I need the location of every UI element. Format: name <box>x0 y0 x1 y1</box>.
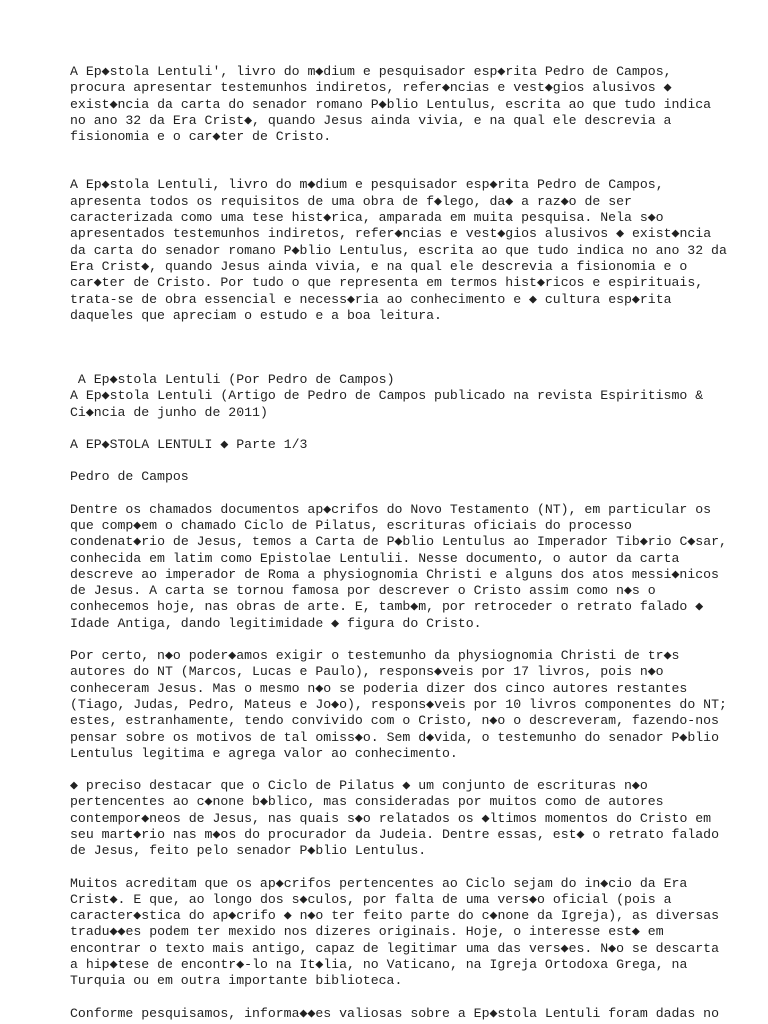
text-line: caracter◆stica do ap◆crifo ◆ n◆o ter feito parte do c◆none da Igreja), as diversas <box>70 908 720 924</box>
text-line: Era Crist◆, quando Jesus ainda vivia, e na qual ele descrevia a fisionomia e o <box>70 258 688 274</box>
text-line: exist◆ncia da carta do senador romano P◆blio Lentulus, escrita ao que tudo indica <box>70 96 712 112</box>
text-line: Por certo, n◆o poder◆amos exigir o testemunho da physiognomia Christi de tr◆s <box>70 648 680 664</box>
title-block <box>70 372 760 421</box>
text-line: fisionomia e o car◆ter de Cristo. <box>70 129 332 145</box>
text-line: A Ep◆stola Lentuli (Artigo de Pedro de Campos publicado na revista Espiritismo & <box>70 388 704 404</box>
text-line: Muitos acreditam que os ap◆crifos pertencentes ao Ciclo sejam do in◆cio da Era <box>70 875 688 891</box>
text-line: Conforme pesquisamos, informa◆◆es valiosas sobre a Ep◆stola Lentuli foram dadas no <box>70 1005 720 1021</box>
paragraph-4 <box>70 876 760 990</box>
text-line: condenat◆rio de Jesus, temos a Carta de P◆blio Lentulus ao Imperador Tib◆rio C◆sar, <box>70 534 727 550</box>
text-line: (Tiago, Judas, Pedro, Mateus e Jo◆o), respons◆veis por 10 livros componentes do NT; <box>70 696 727 712</box>
text-line: seu mart◆rio nas m◆os do procurador da Judeia. Dentre essas, est◆ o retrato falado <box>70 826 720 842</box>
paragraph-5 <box>70 1006 760 1022</box>
text-line: trata-se de obra essencial e necess◆ria ao conhecimento e ◆ cultura esp◆rita <box>70 291 672 307</box>
text-line: procura apresentar testemunhos indiretos, refer◆ncias e vest◆gios alusivos ◆ <box>70 80 672 96</box>
text-line: tradu◆◆es podem ter mexido nos dizeres originais. Hoje, o interesse est◆ em <box>70 924 664 940</box>
text-line: Lentulus legitima e agrega valor ao conhecimento. <box>70 745 458 761</box>
text-line: no ano 32 da Era Crist◆, quando Jesus ainda vivia, e na qual ele descrevia a <box>70 112 672 128</box>
text-line: descreve ao imperador de Roma a physiognomia Christi e alguns dos atos messi◆nicos <box>70 566 719 582</box>
text-line: Crist◆. E que, ao longo dos s◆culos, por falta de uma vers◆o oficial (pois a <box>70 891 672 907</box>
text-line: estes, estranhamente, tendo convivido com o Cristo, n◆o o descreveram, fazendo-nos <box>70 713 719 729</box>
text-line: Dentre os chamados documentos ap◆crifos do Novo Testamento (NT), em particular os <box>70 501 712 517</box>
text-line: encontrar o texto mais antigo, capaz de legitimar uma das vers◆es. N◆o se descarta <box>70 940 719 956</box>
text-line: que comp◆em o chamado Ciclo de Pilatus, escrituras oficiais do processo <box>70 517 632 533</box>
text-line: pensar sobre os motivos de tal omiss◆o. Sem d◆vida, o testemunho do senador P◆blio <box>70 729 720 745</box>
part-heading: A EP◆STOLA LENTULI ◆ Parte 1/3 <box>70 437 308 453</box>
author-name: Pedro de Campos <box>70 469 189 485</box>
text-line: daqueles que apreciam o estudo e a boa leitura. <box>70 307 442 323</box>
text-line: A Ep◆stola Lentuli, livro do m◆dium e pesquisador esp◆rita Pedro de Campos, <box>70 177 664 193</box>
paragraph-3 <box>70 778 760 859</box>
text-line: Turquia ou em outra importante biblioteca. <box>70 973 403 989</box>
text-line: pertencentes ao c◆none b◆blico, mas consideradas por muitos como de autores <box>70 794 664 810</box>
text-line: Idade Antiga, dando legitimidade ◆ figura do Cristo. <box>70 615 482 631</box>
text-line: Ci◆ncia de junho de 2011) <box>70 404 268 420</box>
text-line: conheceram Jesus. Mas o mesmo n◆o se poderia dizer dos cinco autores restantes <box>70 680 688 696</box>
text-line: apresentados testemunhos indiretos, refer◆ncias e vest◆gios alusivos ◆ exist◆ncia <box>70 226 712 242</box>
text-line: da carta do senador romano P◆blio Lentulus, escrita ao que tudo indica no ano 32 da <box>70 242 727 258</box>
text-line: contempor◆neos de Jesus, nas quais s◆o relatados os ◆ltimos momentos do Cristo em <box>70 810 712 826</box>
paragraph-1 <box>70 502 760 632</box>
text-line: caracterizada como uma tese hist◆rica, amparada em muita pesquisa. Nela s◆o <box>70 210 664 226</box>
text-line: conhecida em latim como Epistolae Lentulii. Nesse documento, o autor da carta <box>70 550 680 566</box>
intro-paragraph-1 <box>70 64 760 145</box>
text-line: car◆ter de Cristo. Por tudo o que representa em termos hist◆ricos e espirituais, <box>70 275 704 291</box>
text-line: apresenta todos os requisitos de uma obra de f◆lego, da◆ a raz◆o de ser <box>70 193 632 209</box>
paragraph-2 <box>70 648 760 762</box>
text-line: de Jesus, feito pelo senador P◆blio Lentulus. <box>70 843 427 859</box>
text-line: A Ep◆stola Lentuli', livro do m◆dium e pesquisador esp◆rita Pedro de Campos, <box>70 64 672 79</box>
intro-paragraph-2 <box>70 177 760 324</box>
text-line: A Ep◆stola Lentuli (Por Pedro de Campos) <box>70 372 395 388</box>
document-page <box>70 64 760 1022</box>
text-line: ◆ preciso destacar que o Ciclo de Pilatus ◆ um conjunto de escrituras n◆o <box>70 778 648 794</box>
text-line: autores do NT (Marcos, Lucas e Paulo), respons◆veis por 17 livros, pois n◆o <box>70 664 664 680</box>
text-line: conhecemos hoje, nas obras de arte. E, tamb◆m, por retroceder o retrato falado ◆ <box>70 599 704 615</box>
text-line: de Jesus. A carta se tornou famosa por descrever o Cristo assim como n◆s o <box>70 583 656 599</box>
text-line: a hip◆tese de encontr◆-lo na It◆lia, no Vaticano, na Igreja Ortodoxa Grega, na <box>70 957 688 973</box>
